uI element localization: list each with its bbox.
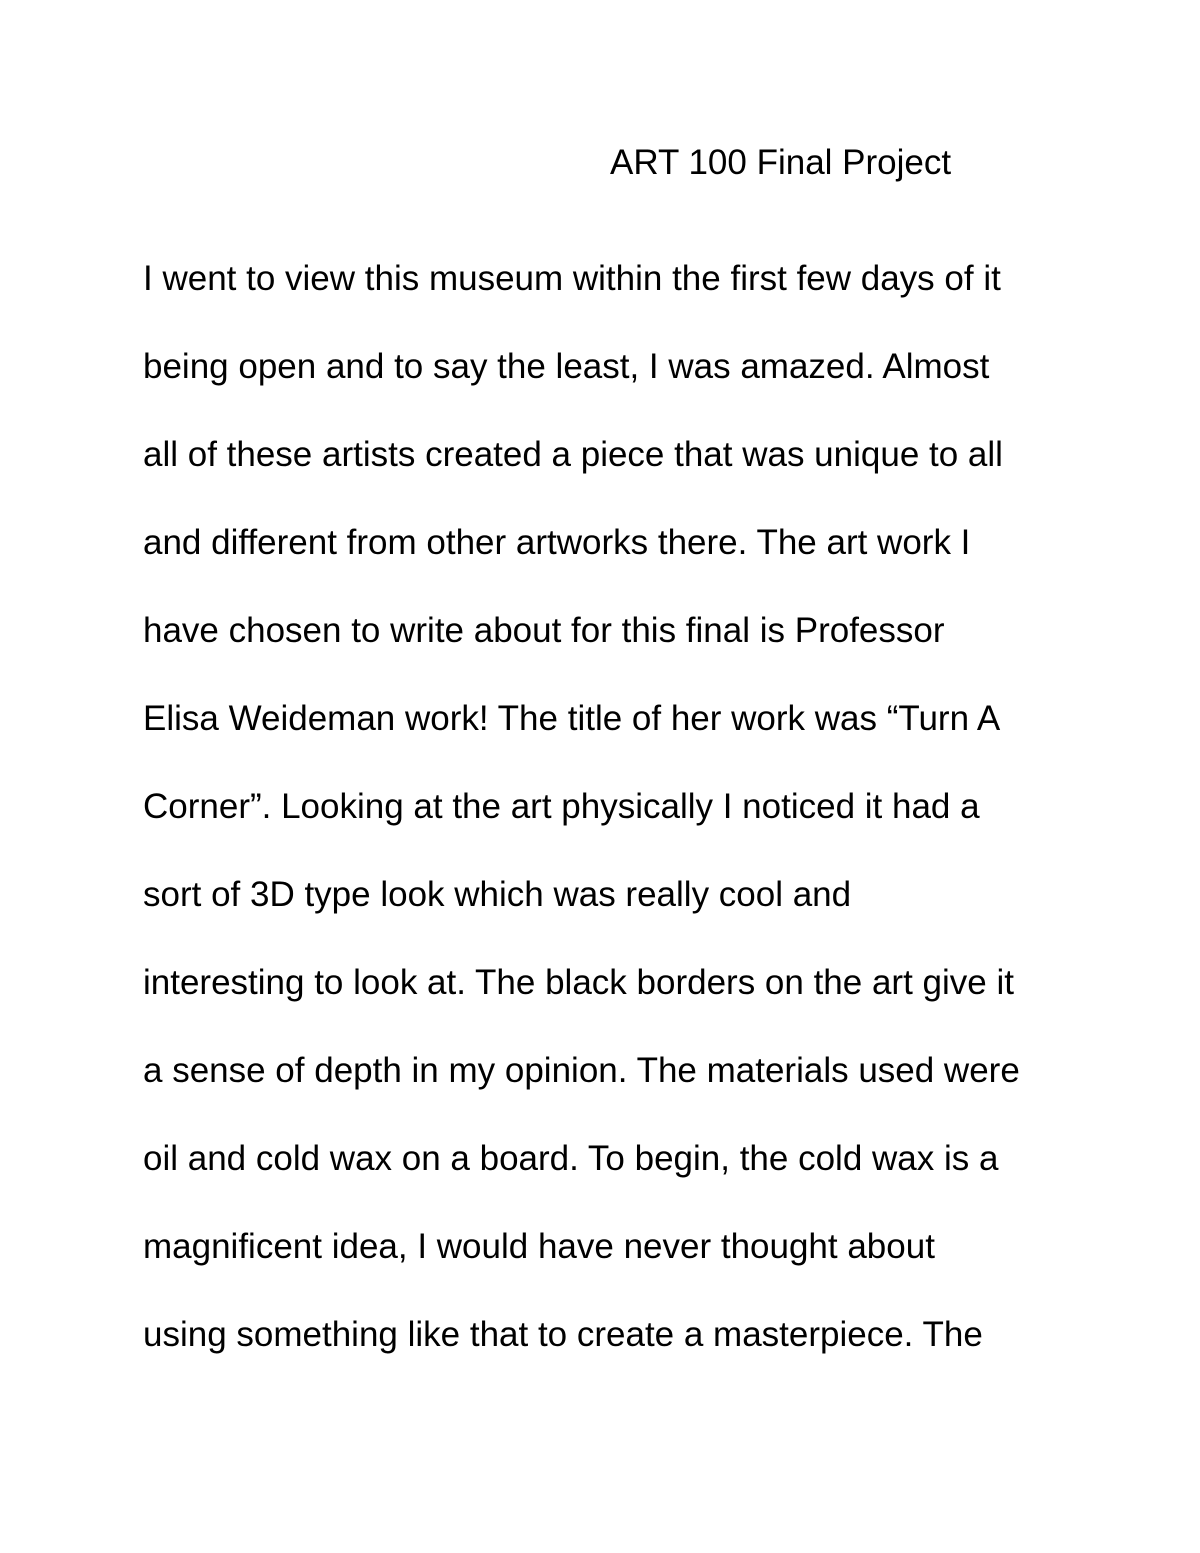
text-line: Corner”. Looking at the art physically I noticed it had a	[143, 787, 980, 826]
page-title: ART 100 Final Project	[610, 143, 952, 182]
text-line: have chosen to write about for this final is Professor	[143, 611, 945, 650]
text-line: interesting to look at. The black borders on the art give it	[143, 963, 1014, 1002]
text-line: magnificent idea, I would have never thought about	[143, 1227, 935, 1266]
text-line: a sense of depth in my opinion. The materials used were	[143, 1051, 1020, 1090]
text-line: I went to view this museum within the first few days of it	[143, 259, 1001, 298]
text-line: being open and to say the least, I was amazed. Almost	[143, 347, 990, 386]
text-line: and different from other artworks there. The art work I	[143, 523, 971, 562]
body-text	[143, 257, 1103, 1401]
text-line: using something like that to create a masterpiece. The	[143, 1315, 983, 1354]
text-line: all of these artists created a piece that was unique to all	[143, 435, 1003, 474]
text-line: sort of 3D type look which was really cool and	[143, 875, 852, 914]
text-line: Elisa Weideman work! The title of her work was “Turn A	[143, 699, 1001, 738]
text-line: oil and cold wax on a board. To begin, the cold wax is a	[143, 1139, 999, 1178]
